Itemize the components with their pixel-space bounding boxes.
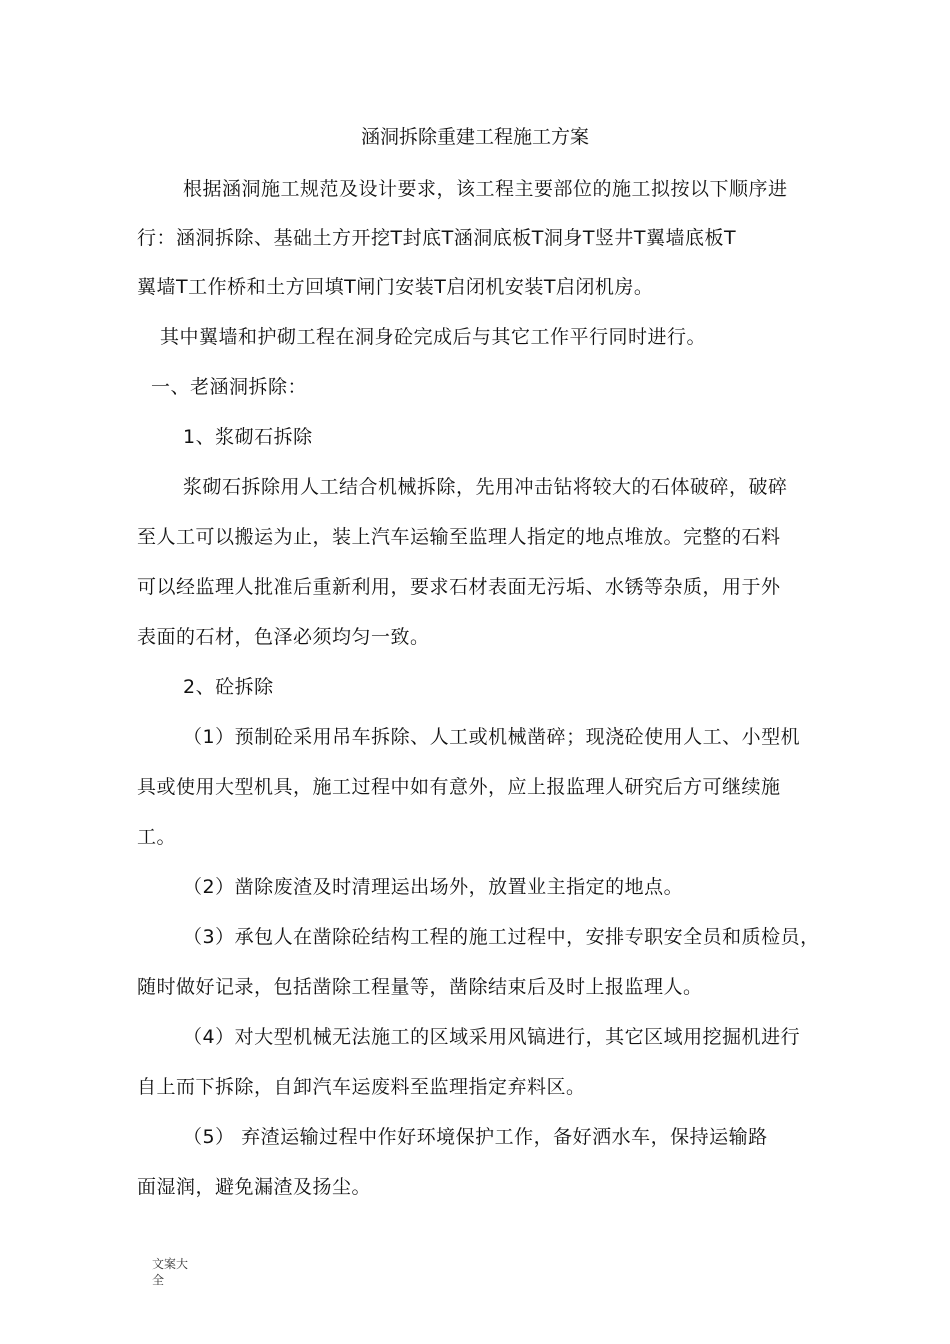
paragraph-line: 可以经监理人批准后重新利用，要求石材表面无污垢、水锈等杂质，用于外 xyxy=(137,576,781,598)
paragraph-line: （3）承包人在凿除砼结构工程的施工过程中，安排专职安全员和质检员， xyxy=(183,926,820,948)
paragraph-line: 浆砌石拆除用人工结合机械拆除，先用冲击钻将较大的石体破碎，破碎 xyxy=(183,476,788,498)
paragraph-line: 至人工可以搬运为止，装上汽车运输至监理人指定的地点堆放。完整的石料 xyxy=(137,526,781,548)
paragraph-line: （2）凿除废渣及时清理运出场外，放置业主指定的地点。 xyxy=(183,876,684,898)
paragraph-line: 自上而下拆除，自卸汽车运废料至监理指定弃料区。 xyxy=(137,1076,586,1098)
paragraph-line: （5） 弃渣运输过程中作好环境保护工作，备好洒水车，保持运输路 xyxy=(183,1126,768,1148)
subsection-heading: 2、砼拆除 xyxy=(183,676,274,698)
document-title: 涵洞拆除重建工程施工方案 xyxy=(360,126,589,148)
paragraph-line: 根据涵洞施工规范及设计要求，该工程主要部位的施工拟按以下顺序进 xyxy=(183,178,788,200)
paragraph-line: 工。 xyxy=(137,826,177,848)
paragraph-line: 翼墙T工作桥和土方回填T闸门安装T启闭机安装T启闭机房。 xyxy=(137,276,654,298)
paragraph-line: （1）预制砼采用吊车拆除、人工或机械凿碎；现浇砼使用人工、小型机 xyxy=(183,726,801,748)
section-heading: 一、老涵洞拆除： xyxy=(151,376,308,398)
paragraph-line: 面湿润，避免漏渣及扬尘。 xyxy=(137,1176,372,1198)
paragraph-line: 表面的石材，色泽必须均匀一致。 xyxy=(137,626,430,648)
paragraph-line: 行：涵洞拆除、基础土方开挖T封底T涵洞底板T洞身T竖井T翼墙底板T xyxy=(137,227,737,249)
paragraph-line: 随时做好记录，包括凿除工程量等，凿除结束后及时上报监理人。 xyxy=(137,976,703,998)
paragraph-line: 其中翼墙和护砌工程在洞身砼完成后与其它工作平行同时进行。 xyxy=(160,326,707,348)
page-footer: 文案大全 xyxy=(152,1257,189,1287)
paragraph-line: （4）对大型机械无法施工的区域采用风镐进行，其它区域用挖掘机进行 xyxy=(183,1026,801,1048)
paragraph-line: 具或使用大型机具，施工过程中如有意外，应上报监理人研究后方可继续施 xyxy=(137,776,781,798)
subsection-heading: 1、浆砌石拆除 xyxy=(183,426,313,448)
